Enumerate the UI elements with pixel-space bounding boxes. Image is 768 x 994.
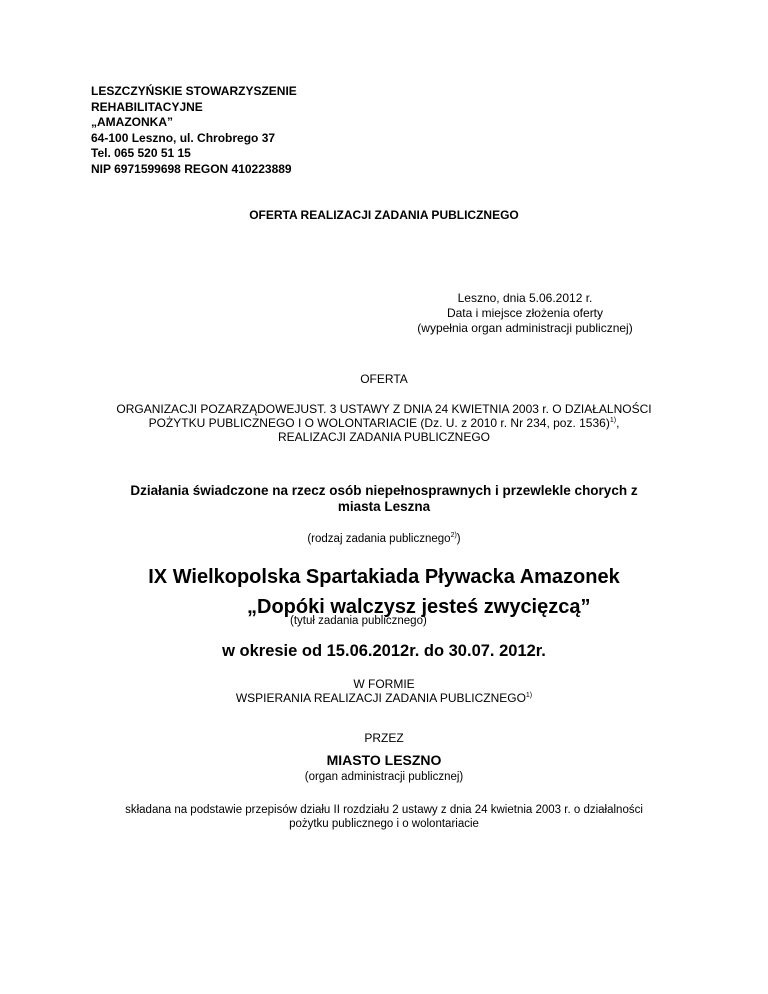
organization-type-line: REALIZACJI ZADANIA PUBLICZNEGO xyxy=(277,430,491,444)
task-title-caption: (tytuł zadania publicznego) xyxy=(290,615,427,627)
form-type xyxy=(0,691,768,705)
legal-basis xyxy=(0,803,768,831)
punctuation: ) xyxy=(456,533,461,545)
date-caption-note: (wypełnia organ administracji publicznej) xyxy=(417,321,633,335)
footnote-marker: 2) xyxy=(450,532,457,539)
organization-line: „AMAZONKA” xyxy=(91,115,173,129)
task-period: w okresie od 15.06.2012r. do 30.07. 2012r. xyxy=(222,642,546,660)
organization-phone: Tel. 065 520 51 15 xyxy=(91,146,191,160)
task-motto: „Dopóki walczysz jesteś zwycięzcą” xyxy=(247,596,591,618)
task-type-line: miasta Leszna xyxy=(337,499,431,514)
caption-text: (rodzaj zadania publicznego xyxy=(307,533,451,545)
organization-line: REHABILITACYJNE xyxy=(91,99,203,114)
organization-type-block xyxy=(0,402,768,444)
submission-date: Leszno, dnia 5.06.2012 r. xyxy=(457,291,593,305)
authority-caption: (organ administracji publicznej) xyxy=(304,771,464,783)
organization-header xyxy=(91,84,297,177)
legal-basis-line: pożytku publicznego i o wolontariacie xyxy=(289,818,479,830)
task-type-line: Działania świadczone na rzecz osób niepełnosprawnych i przewlekle chorych z xyxy=(130,483,638,498)
date-caption: Data i miejsce złożenia oferty xyxy=(446,306,604,320)
task-type xyxy=(0,483,768,515)
organization-type-line xyxy=(0,416,768,430)
footnote-marker: 1) xyxy=(609,417,617,424)
form-block xyxy=(0,677,768,705)
date-block xyxy=(400,291,650,336)
authority-name: MIASTO LESZNO xyxy=(326,752,442,768)
przez-label: PRZEZ xyxy=(364,731,404,745)
organization-type-text: POŻYTKU PUBLICZNEGO I O WOLONTARIACIE (Dz. U. z 2010 r. Nr 234, poz. 1536) xyxy=(148,416,610,430)
organization-address: 64-100 Leszno, ul. Chrobrego 37 xyxy=(91,130,276,145)
organization-tax-ids: NIP 6971599698 REGON 410223889 xyxy=(91,161,292,176)
punctuation: , xyxy=(616,416,620,430)
footnote-marker: 1) xyxy=(525,692,533,699)
form-type-text: WSPIERANIA REALIZACJI ZADANIA PUBLICZNEGO xyxy=(235,691,526,705)
oferta-heading: OFERTA xyxy=(360,372,408,386)
form-heading: W FORMIE xyxy=(353,677,415,691)
legal-basis-line: składana na podstawie przepisów działu II rozdziału 2 ustawy z dnia 24 kwietnia 2003 r. o działalności xyxy=(125,804,643,816)
organization-type-line: ORGANIZACJI POZARZĄDOWEJUST. 3 USTAWY Z DNIA 24 KWIETNIA 2003 r. O DZIAŁALNOŚCI xyxy=(116,402,652,416)
task-title: IX Wielkopolska Spartakiada Pływacka Amazonek xyxy=(148,566,620,588)
task-type-caption xyxy=(0,533,768,545)
document-title: OFERTA REALIZACJI ZADANIA PUBLICZNEGO xyxy=(249,208,519,222)
organization-line: LESZCZYŃSKIE STOWARZYSZENIE xyxy=(91,84,297,98)
